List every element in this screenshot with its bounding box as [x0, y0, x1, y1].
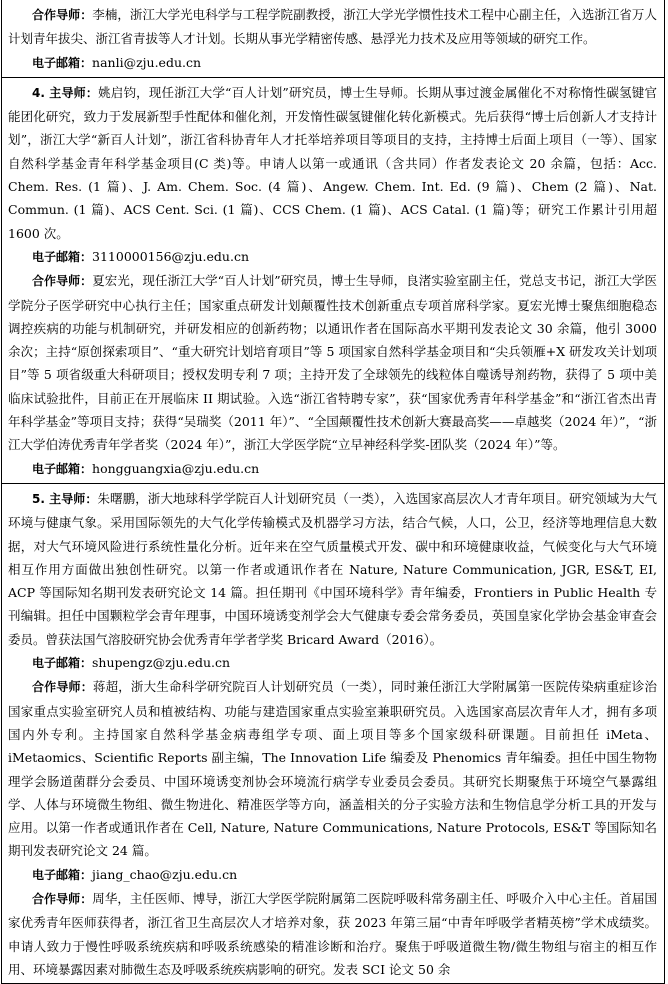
table-cell-3 — [2, 0, 664, 77]
email-address: nanli@zju.edu.cn — [92, 54, 202, 70]
advisor-paragraph — [8, 487, 657, 651]
advisor-bio: 周华，主任医师、博导，浙江大学医学院附属第二医院呼吸科常务副主任、呼吸介入中心主任。首届国家优秀青年医师获得者，浙江省卫生高层次人才培养对象，获 2023 年第三届“中青年呼吸学者精英榜”学术成绩奖。申请人致力于慢性呼吸系统疾病和呼吸系统感染的精准诊断和治疗。聚焦于呼吸道微生物/微生物组与宿主的相互作用、环境暴露因素对肺微生态及呼吸系统疾病影响的研究。发表 SCI 论文 50 余 — [8, 890, 657, 977]
role-label: 4. 主导师： — [32, 85, 99, 100]
advisor-paragraph — [8, 887, 657, 981]
email-line — [8, 245, 657, 269]
email-line — [8, 457, 657, 481]
advisor-bio: 李楠，浙江大学光电科学与工程学院副教授，浙江大学光学惯性技术工程中心副主任，入选浙江省万人计划青年拔尖、浙江省青拔等人才计划。长期从事光学精密传感、悬浮光力技术及应用等领域的研究工作。 — [8, 7, 657, 47]
email-address: 3110000156@zju.edu.cn — [92, 248, 250, 264]
email-label: 电子邮箱： — [32, 55, 93, 70]
role-label: 合作导师： — [32, 680, 93, 695]
advisor-bio: 朱曙鹏，浙大地球科学学院百人计划研究员（一类），入选国家高层次人才青年项目。研究领域为大气环境与健康气象。采用国际领先的大气化学传输模式及机器学习方法，结合气候，人口，公卫，经济等地理信息大数据，对大气环境风险进行系统性量化分析。近年来在空气质量模式开发、碳中和环境健康收益，气候变化与大气环境相互作用方面做出独创性研究。以第一作者或通讯作者在 Nature, Nature Communication, JGR, ES&T, EI, ACP 等国际知名期刊发表研究论文 14 篇。担任期刊《中国环境科学》青年编委，Frontiers in Public Health 专刊编辑。担任中国颗粒学会青年理事，中国环境诱变剂学会大气健康专委会常务委员，英国皇家化学协会基金审查会委员。曾获法国气溶胶研究协会优秀青年学者学奖 Bricard Award（2016）。 — [8, 490, 657, 647]
table-cell-4 — [2, 77, 664, 483]
advisor-paragraph — [8, 3, 657, 51]
advisor-paragraph — [8, 269, 657, 456]
email-label: 电子邮箱： — [32, 656, 93, 671]
role-label: 5. 主导师： — [32, 491, 98, 506]
advisor-paragraph — [8, 81, 657, 245]
email-address: shupengz@zju.edu.cn — [92, 655, 231, 671]
email-label: 电子邮箱： — [32, 249, 93, 264]
table-cell-5 — [2, 483, 664, 983]
role-label: 合作导师： — [32, 8, 93, 22]
email-line — [8, 51, 657, 75]
advisor-table — [1, 0, 665, 984]
advisor-paragraph — [8, 675, 657, 862]
email-line — [8, 651, 657, 675]
advisor-bio: 夏宏光，现任浙江大学“百人计划”研究员，博士生导师，良渚实验室副主任，党总支书记，浙江大学医学院分子医学研究中心执行主任；国家重点研发计划颠覆性技术创新重点专项首席科学家。夏宏光博士聚焦细胞稳态调控疾病的功能与机制研究，并研发相应的创新药物；以通讯作者在国际高水平期刊发表论文 30 余篇，他引 3000 余次；主持“原创探索项目”、“重大研究计划培育项目”等 5 项国家自然科学基金项目和“尖兵领雁+X 研发攻关计划项目”等 5 项省级重大科研项目；授权发明专利 7 项；主持开发了全球领先的线粒体自噬诱导剂药物，获得了 5 项中美临床试验批件，目前正在开展临床 II 期试验。入选“浙江省特聘专家”，获“国家优秀青年科学基金”和“浙江省杰出青年科学基金”等项目支持；获得“吴瑞奖（2011 年）”、“全国颠覆性技术创新大赛最高奖——卓越奖（2024 年）”，“浙江大学伯涛优秀青年学者奖（2024 年）”，浙江大学医学院“立早神经科学奖-团队奖（2024 年）”等。 — [8, 273, 657, 453]
email-address: hongguangxia@zju.edu.cn — [92, 460, 260, 476]
email-line — [8, 863, 657, 887]
role-label: 合作导师： — [32, 274, 93, 289]
advisor-bio: 蒋超，浙大生命科学研究院百人计划研究员（一类），同时兼任浙江大学附属第一医院传染病重症诊治国家重点实验室研究人员和植被结构、功能与建造国家重点实验室兼职研究员。入选国家高层次青年人才，拥有多项国内外专利。主持国家自然科学基金病毒组学专项、面上项目等多个国家级科研课题。目前担任 iMeta、iMetaomics、Scientific Reports 副主编，The Innovation Life 编委及 Phenomics 青年编委。担任中国生物物理学会肠道菌群分会委员、中国环境诱变剂协会环境流行病学专业委员会委员。其研究长期聚焦于环境空气暴露组学、人体与环境微生物组、微生物进化、精准医学等方向，涵盖相关的分子实验方法和生物信息学分析工具的开发与应用。以第一作者或通讯作者在 Cell, Nature, Nature Communications, Nature Protocols, ES&T 等国际知名期刊发表研究论文 24 篇。 — [8, 679, 657, 859]
email-label: 电子邮箱： — [32, 461, 93, 476]
role-label: 合作导师： — [32, 891, 93, 906]
email-label: 电子邮箱： — [32, 867, 93, 882]
email-address: jiang_chao@zju.edu.cn — [92, 866, 238, 882]
advisor-bio: 姚启钧，现任浙江大学“百人计划”研究员，博士生导师。长期从事过渡金属催化不对称惰性碳氢键官能团化研究，致力于发展新型手性配体和催化剂，开发惰性碳氢键催化转化新模式。先后获得“博士后创新人才支持计划”，浙江大学“新百人计划”，浙江省科协青年人才托举培养项目等项目的支持，主持博士后面上项目（一等）、国家自然科学基金青年科学基金项目(C 类)等。申请人以第一或通讯（含共同）作者发表论文 20 余篇，包括：Acc. Chem. Res. (1 篇)、J. Am. Chem. Soc. (4 篇)、Angew. Chem. Int. Ed. (9 篇)、Chem (2 篇)、Nat. Commun. (1 篇)、ACS Cent. Sci. (1 篇)、CCS Chem. (1 篇)、ACS Catal. (1 篇)等；研究工作累计引用超 1600 次。 — [8, 84, 657, 241]
